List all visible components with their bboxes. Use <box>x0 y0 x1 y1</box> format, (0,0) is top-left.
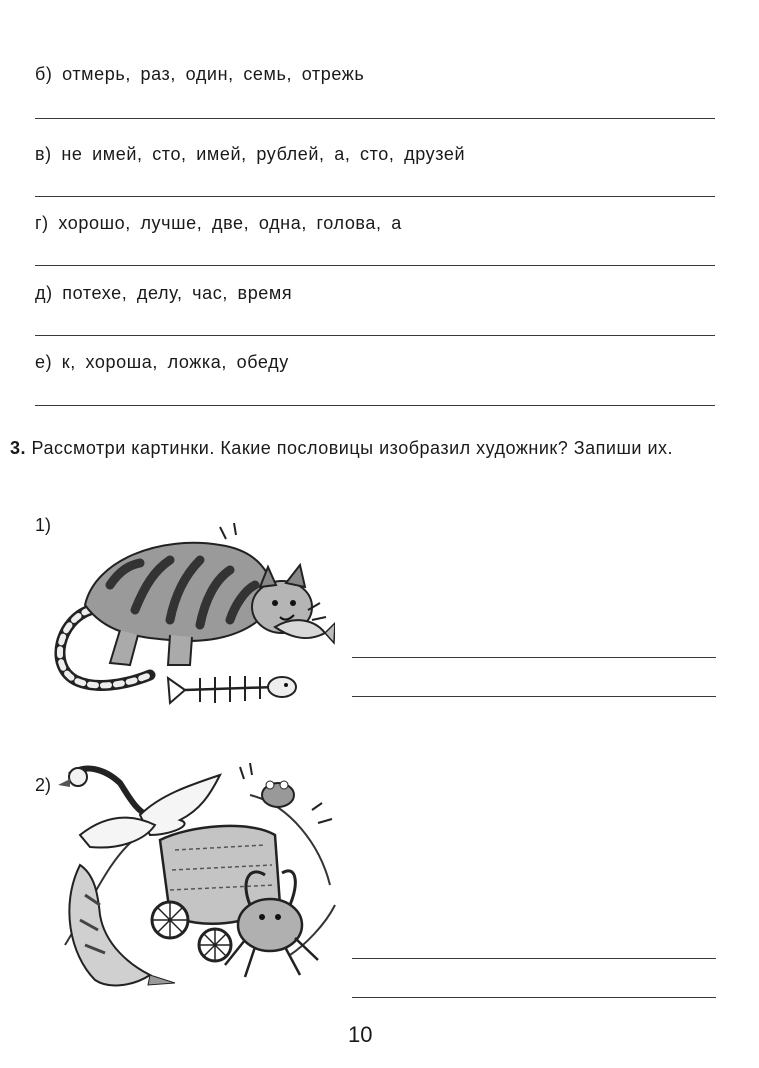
picture-1-label: 1) <box>35 515 52 535</box>
answer-line[interactable] <box>35 118 715 119</box>
page-number: 10 <box>348 1022 373 1047</box>
answer-line[interactable] <box>35 196 715 197</box>
answer-line-picture-2[interactable] <box>352 997 716 998</box>
answer-line[interactable] <box>35 405 715 406</box>
picture-2-label: 2) <box>35 775 52 795</box>
answer-line-picture-1[interactable] <box>352 696 716 697</box>
answer-line[interactable] <box>35 335 715 336</box>
cat-with-fish-illustration <box>50 515 335 720</box>
task-number: 3. <box>10 438 27 458</box>
task-text: Рассмотри картинки. Какие пословицы изобразил художник? Запиши их. <box>31 438 674 458</box>
item-text: е) к, хороша, ложка, обеду <box>35 352 289 372</box>
item-text: в) не имей, сто, имей, рублей, а, сто, друзей <box>35 144 466 164</box>
item-text: г) хорошо, лучше, две, одна, голова, а <box>35 213 402 233</box>
item-text: б) отмерь, раз, один, семь, отрежь <box>35 64 365 84</box>
item-text: д) потехе, делу, час, время <box>35 283 293 303</box>
answer-line-picture-1[interactable] <box>352 657 716 658</box>
task-3-instruction <box>10 436 716 460</box>
answer-line-picture-2[interactable] <box>352 958 716 959</box>
answer-line[interactable] <box>35 265 715 266</box>
swan-pike-crayfish-cart-illustration <box>50 755 340 1000</box>
